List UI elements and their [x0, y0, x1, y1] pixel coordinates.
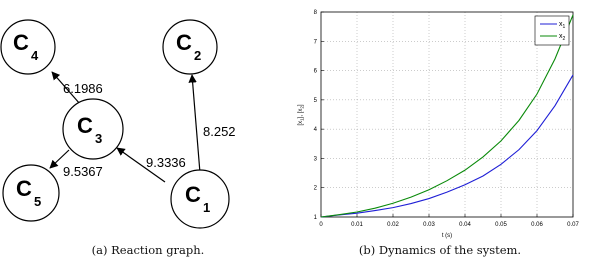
caption-reaction-graph: (a) Reaction graph.	[91, 243, 205, 257]
edge-label-c3-c5: 9.5367	[63, 164, 103, 179]
x-tick-label: 0.06	[531, 222, 543, 228]
node-c4	[1, 20, 55, 74]
node-c3	[63, 99, 123, 159]
x-tick-label: 0.07	[567, 222, 579, 228]
y-tick-label: 3	[313, 156, 317, 163]
node-c2-subscript: 2	[194, 48, 202, 63]
y-tick-label: 4	[313, 127, 317, 134]
y-tick-label: 2	[313, 185, 317, 192]
x-tick-label: 0.03	[423, 222, 435, 228]
node-c3-label: C	[77, 113, 93, 138]
x-axis-label: t (s)	[441, 233, 453, 239]
node-c4-label: C	[13, 30, 29, 55]
y-tick-label: 6	[313, 68, 317, 75]
reaction-graph	[0, 0, 290, 240]
x-tick-label: 0.05	[495, 222, 507, 228]
x-tick-label: 0.02	[387, 222, 399, 228]
node-c2-label: C	[176, 30, 192, 55]
edge-c1-c2	[192, 75, 200, 173]
y-tick-label: 7	[313, 39, 317, 46]
x-tick-label: 0.04	[459, 222, 471, 228]
x-tick-label: 0.01	[351, 222, 363, 228]
legend	[535, 16, 569, 45]
node-c3-subscript: 3	[95, 131, 103, 146]
node-c5-subscript: 5	[34, 194, 42, 209]
node-c5-label: C	[16, 176, 32, 201]
dynamics-chart	[290, 0, 590, 240]
y-tick-label: 8	[313, 10, 317, 16]
node-c5	[3, 165, 59, 221]
legend-entry-x2: $x_2$	[559, 33, 566, 42]
edge-label-c1-c3: 9.3336	[146, 155, 186, 170]
y-axis-label: $[x_1]$, $[x_2]$	[298, 104, 305, 126]
node-c1-label: C	[185, 182, 201, 207]
x-tick-label: 0	[319, 222, 323, 228]
node-c1-subscript: 1	[203, 200, 211, 215]
edge-label-c1-c2: 8.252	[203, 124, 236, 139]
edge-label-c3-c4: 6.1986	[63, 81, 103, 96]
node-c2	[163, 20, 217, 74]
node-c1	[171, 170, 229, 228]
caption-dynamics: (b) Dynamics of the system.	[358, 243, 522, 257]
node-c4-subscript: 4	[31, 48, 39, 63]
y-tick-label: 5	[313, 97, 317, 104]
y-tick-label: 1	[313, 215, 317, 221]
legend-entry-x1: $x_1$	[559, 21, 566, 30]
